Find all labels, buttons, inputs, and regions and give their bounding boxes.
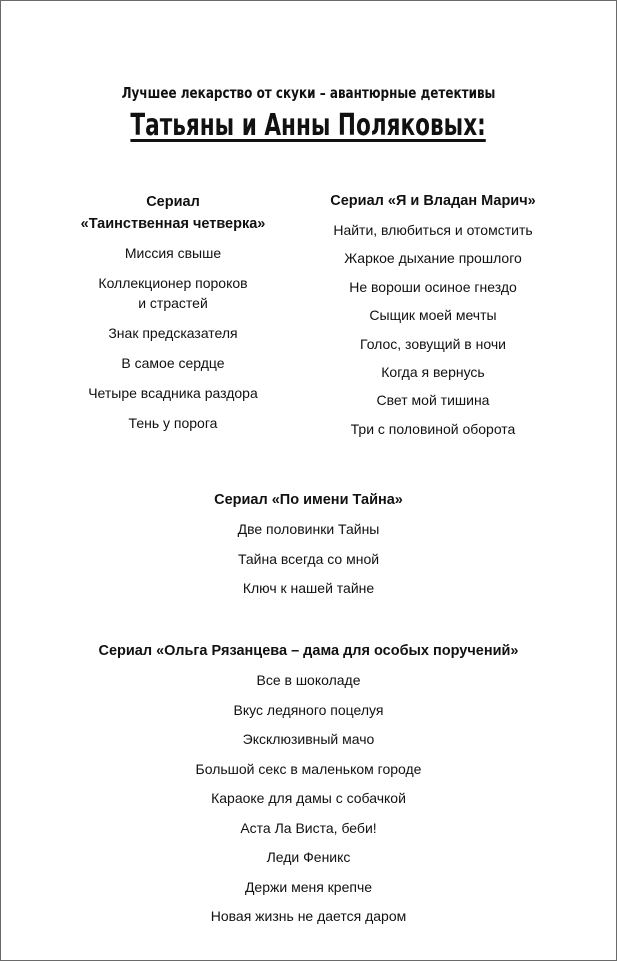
book-title: Три с половиной оборота (350, 420, 516, 437)
series-block-tainstvennaya-chetverka (48, 191, 298, 443)
book-list (0, 519, 617, 598)
book-title: Миссия свыше (124, 245, 222, 261)
book-title: Свет мой тишина (376, 392, 490, 409)
book-title: Не вороши осиное гнездо (349, 278, 517, 295)
series-block-olga-ryazantseva (0, 640, 617, 936)
book-title-line: и страстей (138, 295, 208, 311)
page-subtitle: Лучшее лекарство от скуки – авантюрные детективы (121, 84, 496, 102)
book-list (308, 220, 558, 439)
series-heading: Сериал «Я и Владан Марич» (330, 193, 536, 209)
book-title: Аста Ла Виста, беби! (240, 819, 377, 836)
book-title: Вкус ледяного поцелуя (233, 701, 384, 718)
book-title: В самое сердце (121, 355, 225, 371)
book-title: Караоке для дамы с собачкой (211, 790, 406, 806)
book-title: Когда я вернусь (381, 363, 485, 380)
book-title: Все в шоколаде (256, 672, 361, 688)
series-heading (48, 191, 298, 235)
book-title: Новая жизнь не дается даром (210, 908, 407, 924)
series-heading: Сериал «По имени Тайна» (214, 492, 403, 508)
book-title (48, 273, 298, 313)
book-title: Леди Феникс (266, 849, 351, 865)
book-title: Найти, влюбиться и отомстить (333, 222, 533, 238)
book-title: Эксклюзивный мачо (242, 731, 375, 747)
book-title: Жаркое дыхание прошлого (344, 250, 522, 267)
series-block-ya-i-vladan-marich (308, 190, 558, 447)
page-title-wrap (0, 109, 617, 143)
book-title: Голос, зовущий в ночи (360, 335, 506, 352)
series-heading-line: «Таинственная четверка» (80, 216, 266, 232)
book-title-line: Коллекционер пороков (98, 275, 248, 291)
book-title: Большой секс в маленьком городе (195, 760, 422, 777)
series-block-po-imeni-taina (0, 489, 617, 608)
book-title: Две половинки Тайны (237, 521, 380, 537)
book-title: Сыщик моей мечты (369, 307, 497, 324)
page-title: Татьяны и Анны Поляковых: (130, 108, 487, 143)
book-title: Держи меня крепче (244, 878, 373, 895)
book-title: Ключ к нашей тайне (242, 580, 375, 596)
series-heading-line: Сериал (146, 194, 200, 210)
book-title: Тень у порога (128, 415, 218, 431)
book-title: Тайна всегда со мной (237, 550, 380, 567)
book-title: Четыре всадника раздора (88, 385, 258, 401)
series-heading: Сериал «Ольга Рязанцева – дама для особых поручений» (98, 643, 519, 659)
book-list (48, 243, 298, 433)
book-title: Знак предсказателя (108, 325, 238, 341)
book-list (0, 670, 617, 926)
